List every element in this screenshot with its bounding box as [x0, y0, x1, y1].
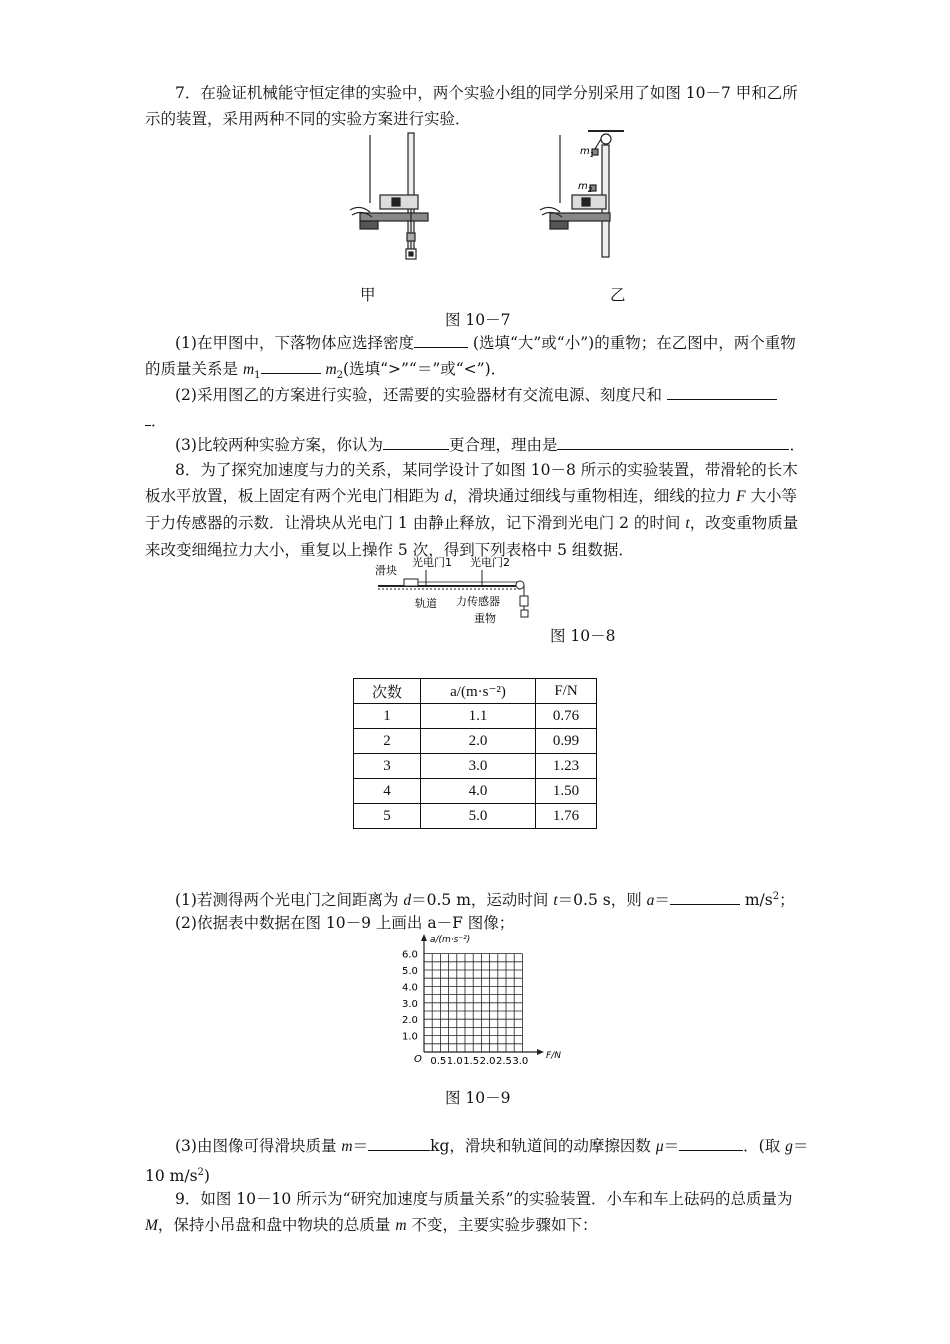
y-tick-label: 5.0	[402, 966, 418, 977]
table-cell: 2.0	[421, 729, 536, 754]
y-tick-labels	[402, 950, 418, 1043]
x-tick-labels	[430, 1056, 528, 1067]
y-tick-label: 6.0	[402, 949, 418, 961]
x-tick-label: 2.0	[479, 1056, 496, 1067]
table-header-row	[354, 679, 597, 704]
table-cell: 1.76	[536, 804, 597, 829]
q7-part3: (3)比较两种实验方案，你认为 更合理，理由是 ．	[145, 432, 810, 458]
apparatus-jia	[350, 133, 428, 259]
fig-label-m1: $m_1$	[580, 146, 595, 159]
q7-part1: (1)在甲图中，下落物体应选择密度 (选填“大”或“小”)的重物；在乙图中，两个重物的质量关系是 $m_1$ $m_2$(选填“>”“＝”或“<”)．	[145, 330, 810, 389]
y-tick-label: 3.0	[402, 998, 418, 1010]
x-tick-label: 3.0	[512, 1056, 529, 1067]
table-cell: 3	[354, 754, 421, 779]
fig8-label-gate2: 光电门2	[470, 556, 510, 569]
table-row	[354, 704, 597, 729]
data-table	[353, 678, 597, 829]
blank-mass-relation[interactable]	[261, 357, 321, 374]
label-yi: 乙	[610, 286, 626, 304]
fig8-label-slider: 滑块	[375, 564, 397, 577]
blank-acceleration[interactable]	[670, 888, 740, 905]
table-cell: 1.23	[536, 754, 597, 779]
graph-ylabel: a/(m·s⁻²)	[430, 935, 471, 945]
table-header: a/(m·s⁻²)	[421, 679, 536, 704]
graph-xlabel: F/N	[546, 1051, 561, 1061]
fig8-label-gate1: 光电门1	[412, 556, 452, 569]
figure-10-8	[370, 552, 545, 627]
blank-reason[interactable]	[557, 433, 789, 450]
table-header: F/N	[536, 679, 597, 704]
table-cell: 0.99	[536, 729, 597, 754]
x-tick-label: 2.5	[496, 1056, 512, 1067]
table-cell: 4.0	[421, 779, 536, 804]
table-cell: 0.76	[536, 704, 597, 729]
fig8-label-track: 轨道	[415, 597, 437, 610]
q8-part3: (3)由图像可得滑块质量 m＝ kg，滑块和轨道间的动摩擦因数 μ＝ ．(取 g＝10 $m/s^2$)	[145, 1133, 810, 1189]
q8-stem: 8．为了探究加速度与力的关系，某同学设计了如图 10－8 所示的实验装置，带滑轮的长木板水平放置，板上固定有两个光电门相距为 d，滑块通过细线与重物相连，细线的拉力 F 大小等于力传感器的示数．让滑块从光电门 1 由静止释放，记下滑到光电门 2 的时间 t，改变重物质量来改变细绳拉力大小，重复以上操作 5 次，得到下列表格中 5 组数据．	[145, 461, 799, 559]
figure-10-7	[340, 125, 640, 265]
blank-equipment[interactable]	[667, 383, 777, 400]
fig8-label-weight: 重物	[474, 612, 496, 625]
q7-part2: (2)采用图乙的方案进行实验，还需要的实验器材有交流电源、刻度尺和 ．	[145, 382, 810, 434]
y-tick-label: 2.0	[402, 1015, 418, 1027]
table-cell: 4	[354, 779, 421, 804]
q8-part1: (1)若测得两个光电门之间距离为 d＝0.5 m，运动时间 t＝0.5 s，则 $a= m/s^2$；	[145, 884, 810, 914]
table-cell: 1.50	[536, 779, 597, 804]
blank-density[interactable]	[414, 331, 468, 348]
table-cell: 1	[354, 704, 421, 729]
blank-better-plan[interactable]	[383, 433, 449, 450]
label-jia: 甲	[360, 286, 376, 304]
table-row	[354, 779, 597, 804]
y-tick-label: 1.0	[402, 1031, 418, 1043]
x-tick-label: 1.5	[463, 1056, 480, 1067]
q7-stem: 7．在验证机械能守恒定律的实验中，两个实验小组的同学分别采用了如图 10－7 甲和乙所示的装置，采用两种不同的实验方案进行实验．	[145, 84, 798, 128]
fig-10-8-caption: 图 10－8	[550, 627, 616, 645]
blank-mass[interactable]	[368, 1134, 430, 1151]
table-row	[354, 804, 597, 829]
fig8-label-sensor: 力传感器	[456, 595, 500, 608]
x-tick-label: 0.5	[430, 1056, 447, 1067]
fig-label-m2: $m_2$	[578, 181, 593, 194]
table-header: 次数	[354, 679, 421, 704]
graph-origin: O	[414, 1054, 422, 1065]
table-cell: 5.0	[421, 804, 536, 829]
q8-part2: (2)依据表中数据在图 10－9 上画出 a－F 图像；	[175, 914, 515, 932]
table-cell: 5	[354, 804, 421, 829]
q9-stem: 9．如图 10－10 所示为“研究加速度与质量关系”的实验装置．小车和车上砝码的总质量为 M，保持小吊盘和盘中物块的总质量 m 不变，主要实验步骤如下：	[145, 1190, 793, 1234]
table-cell: 2	[354, 729, 421, 754]
table-row	[354, 729, 597, 754]
y-tick-label: 4.0	[402, 982, 418, 994]
fig-10-7-caption: 图 10－7	[445, 311, 511, 329]
table-cell: 3.0	[421, 754, 536, 779]
figure-10-9-grid[interactable]	[400, 930, 575, 1070]
table-row	[354, 754, 597, 779]
table-cell: 1.1	[421, 704, 536, 729]
grid-lines	[424, 954, 522, 1052]
x-tick-label: 1.0	[446, 1056, 463, 1067]
blank-friction[interactable]	[679, 1134, 743, 1151]
fig-10-9-caption: 图 10－9	[445, 1089, 511, 1107]
